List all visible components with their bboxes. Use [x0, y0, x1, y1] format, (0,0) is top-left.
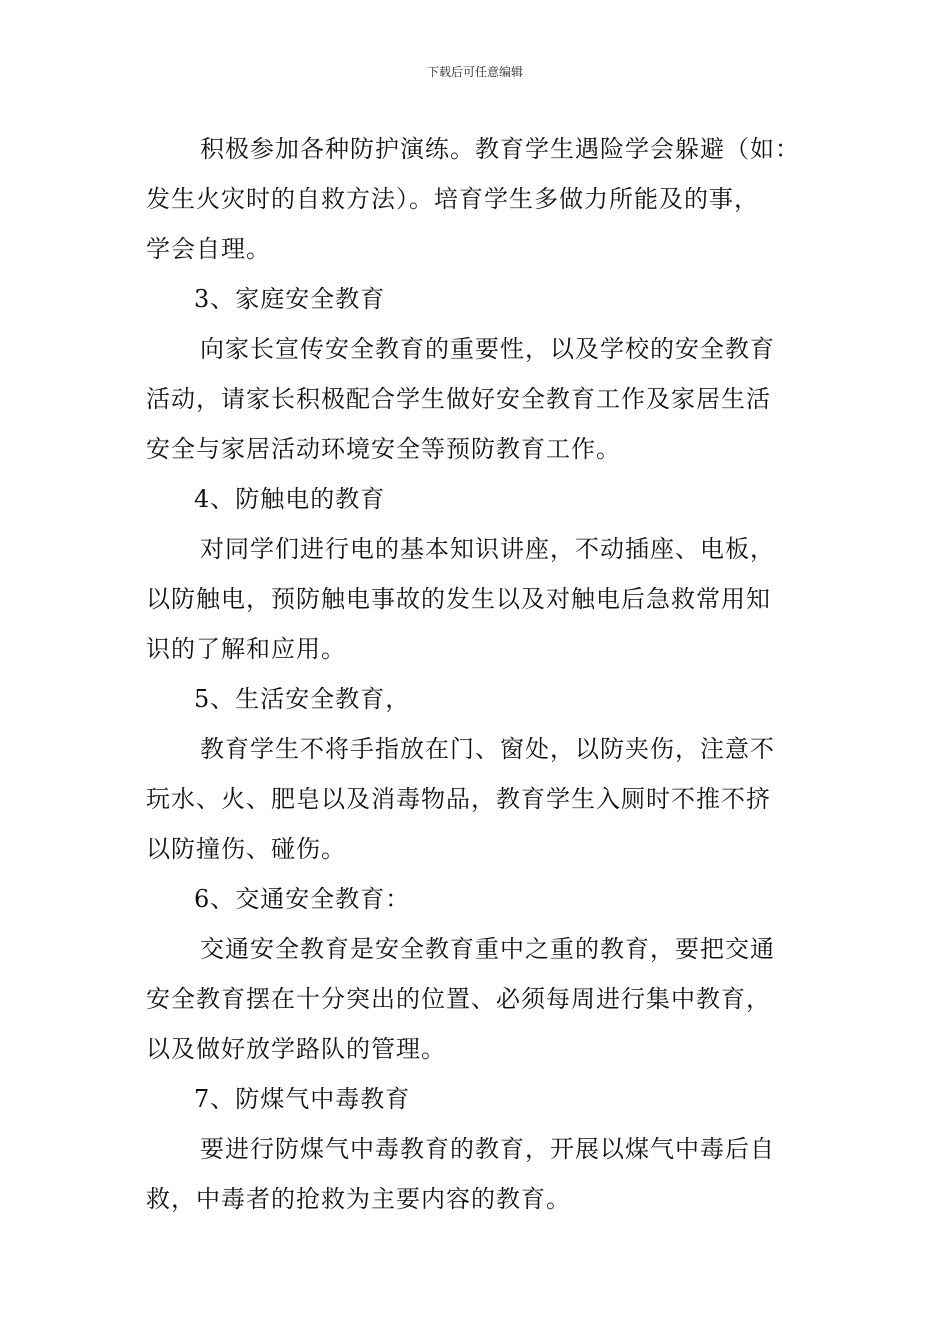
paragraph-line: 交通安全教育是安全教育重中之重的教育，要把交通 [200, 935, 775, 963]
paragraph-line: 活动，请家长积极配合学生做好安全教育工作及家居生活 [146, 385, 771, 413]
paragraph-line: 积极参加各种防护演练。教育学生遇险学会躲避（如： [200, 135, 800, 163]
page-header-note: 下载后可任意编辑 [426, 65, 523, 79]
paragraph-line: 学会自理。 [146, 235, 271, 263]
paragraph-line: 以防撞伤、碰伤。 [146, 835, 346, 863]
section-heading-4: 4、防触电的教育 [194, 485, 386, 513]
paragraph-line: 向家长宣传安全教育的重要性，以及学校的安全教育 [200, 335, 775, 363]
paragraph-line: 识的了解和应用。 [146, 635, 346, 663]
section-heading-6: 6、交通安全教育： [194, 885, 411, 913]
paragraph-line: 救，中毒者的抢救为主要内容的教育。 [146, 1185, 571, 1213]
paragraph-line: 玩水、火、肥皂以及消毒物品，教育学生入厕时不推不挤 [146, 785, 771, 813]
paragraph-line: 以及做好放学路队的管理。 [146, 1035, 446, 1063]
section-heading-3: 3、家庭安全教育 [194, 285, 386, 313]
paragraph-line: 安全与家居活动环境安全等预防教育工作。 [146, 435, 621, 463]
paragraph-line: 安全教育摆在十分突出的位置、必须每周进行集中教育， [146, 985, 771, 1013]
document-body [146, 124, 811, 1224]
paragraph-line: 要进行防煤气中毒教育的教育，开展以煤气中毒后自 [200, 1135, 775, 1163]
section-heading-7: 7、防煤气中毒教育 [194, 1085, 411, 1113]
paragraph-line: 以防触电，预防触电事故的发生以及对触电后急救常用知 [146, 585, 771, 613]
section-heading-5: 5、生活安全教育， [194, 685, 411, 713]
paragraph-line: 对同学们进行电的基本知识讲座，不动插座、电板， [200, 535, 775, 563]
paragraph-line: 发生火灾时的自救方法）。培育学生多做力所能及的事， [146, 185, 759, 213]
paragraph-line: 教育学生不将手指放在门、窗处，以防夹伤，注意不 [200, 735, 775, 763]
